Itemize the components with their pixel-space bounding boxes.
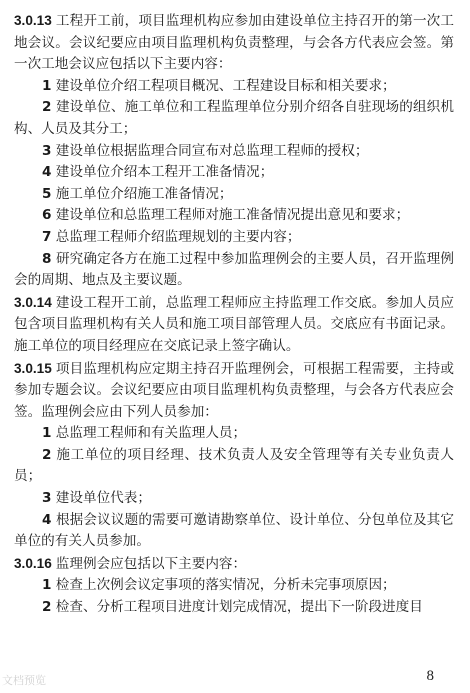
section-text: 监理例会应包括以下主要内容： <box>55 555 247 572</box>
item-number: 2 <box>42 599 52 616</box>
item-text: 检查上次例会议定事项的落实情况，分析未完事项原因； <box>55 577 396 594</box>
item-number: 4 <box>42 164 52 181</box>
section-text: 建设工程开工前，总监理工程师应主持监理工作交底。参加人员应包含项目监理机构有关人员和施工项目部管理人员。交底应有书面记录。施工单位的项目经理应在交底记录上签字确认。 <box>14 294 454 354</box>
item-text: 建设单位、施工单位和工程监理单位分别介绍各自驻现场的组织机构、人员及其分工； <box>14 99 455 137</box>
page-number: 8 <box>426 668 434 684</box>
section-number: 3.0.14 <box>14 294 52 310</box>
item-text: 建设单位介绍本工程开工准备情况； <box>55 164 274 181</box>
list-item <box>14 76 454 98</box>
item-text: 建设单位和总监理工程师对施工准备情况提出意见和要求； <box>55 207 410 224</box>
item-number: 3 <box>42 490 52 507</box>
list-item <box>14 162 454 184</box>
item-text: 建设单位根据监理合同宣布对总监理工程师的授权； <box>55 142 369 159</box>
list-item <box>14 597 454 619</box>
item-number: 3 <box>42 142 52 159</box>
item-number: 7 <box>42 228 52 245</box>
item-number: 6 <box>42 207 52 224</box>
list-item <box>14 423 454 445</box>
list-item <box>14 227 454 249</box>
item-text: 建设单位代表； <box>55 490 151 507</box>
item-text: 建设单位介绍工程项目概况、工程建设目标和相关要求； <box>55 77 396 94</box>
list-item <box>14 488 454 510</box>
list-item <box>14 249 454 292</box>
item-number: 5 <box>42 185 52 202</box>
item-number: 8 <box>42 250 52 267</box>
list-item <box>14 205 454 227</box>
item-number: 1 <box>42 577 52 594</box>
section-3-0-16 <box>14 553 454 576</box>
list-item <box>14 575 454 597</box>
item-text: 总监理工程师介绍监理规划的主要内容； <box>55 228 301 245</box>
section-text: 项目监理机构应定期主持召开监理例会，可根据工程需要，主持或参加专题会议。会议纪要应由项目监理机构负责整理，与会各方代表应会签。监理例会应由下列人员参加： <box>14 360 454 420</box>
item-text: 检查、分析工程项目进度计划完成情况，提出下一阶段进度目 <box>55 599 423 616</box>
watermark: 文档预览 <box>2 674 46 687</box>
section-number: 3.0.13 <box>14 13 52 28</box>
list-item <box>14 184 454 206</box>
item-number: 1 <box>42 425 52 442</box>
item-number: 1 <box>42 77 52 94</box>
item-text: 研究确定各方在施工过程中参加监理例会的主要人员，召开监理例会的周期、地点及主要议题。 <box>14 250 455 289</box>
list-item <box>14 510 454 553</box>
list-item <box>14 97 454 140</box>
document-body <box>14 10 454 619</box>
item-text: 施工单位的项目经理、技术负责人及安全管理等有关专业负责人员； <box>14 446 454 485</box>
section-3-0-13 <box>14 10 454 76</box>
list-item <box>14 445 454 488</box>
page-footer <box>0 668 470 690</box>
section-number: 3.0.15 <box>14 360 52 376</box>
item-text: 施工单位介绍施工准备情况； <box>55 185 233 202</box>
section-3-0-14 <box>14 292 454 358</box>
section-text: 工程开工前，项目监理机构应参加由建设单位主持召开的第一次工地会议。会议纪要应由项目监理机构负责整理，与会各方代表应会签。第一次工地会议应包括以下主要内容： <box>14 13 454 73</box>
item-text: 根据会议议题的需要可邀请勘察单位、设计单位、分包单位及其它单位的有关人员参加。 <box>14 511 455 550</box>
item-text: 总监理工程师和有关监理人员； <box>55 425 247 442</box>
section-number: 3.0.16 <box>14 555 52 571</box>
item-number: 2 <box>42 99 52 116</box>
item-number: 2 <box>42 446 52 463</box>
item-number: 4 <box>42 511 52 528</box>
section-3-0-15 <box>14 358 454 424</box>
list-item <box>14 141 454 163</box>
